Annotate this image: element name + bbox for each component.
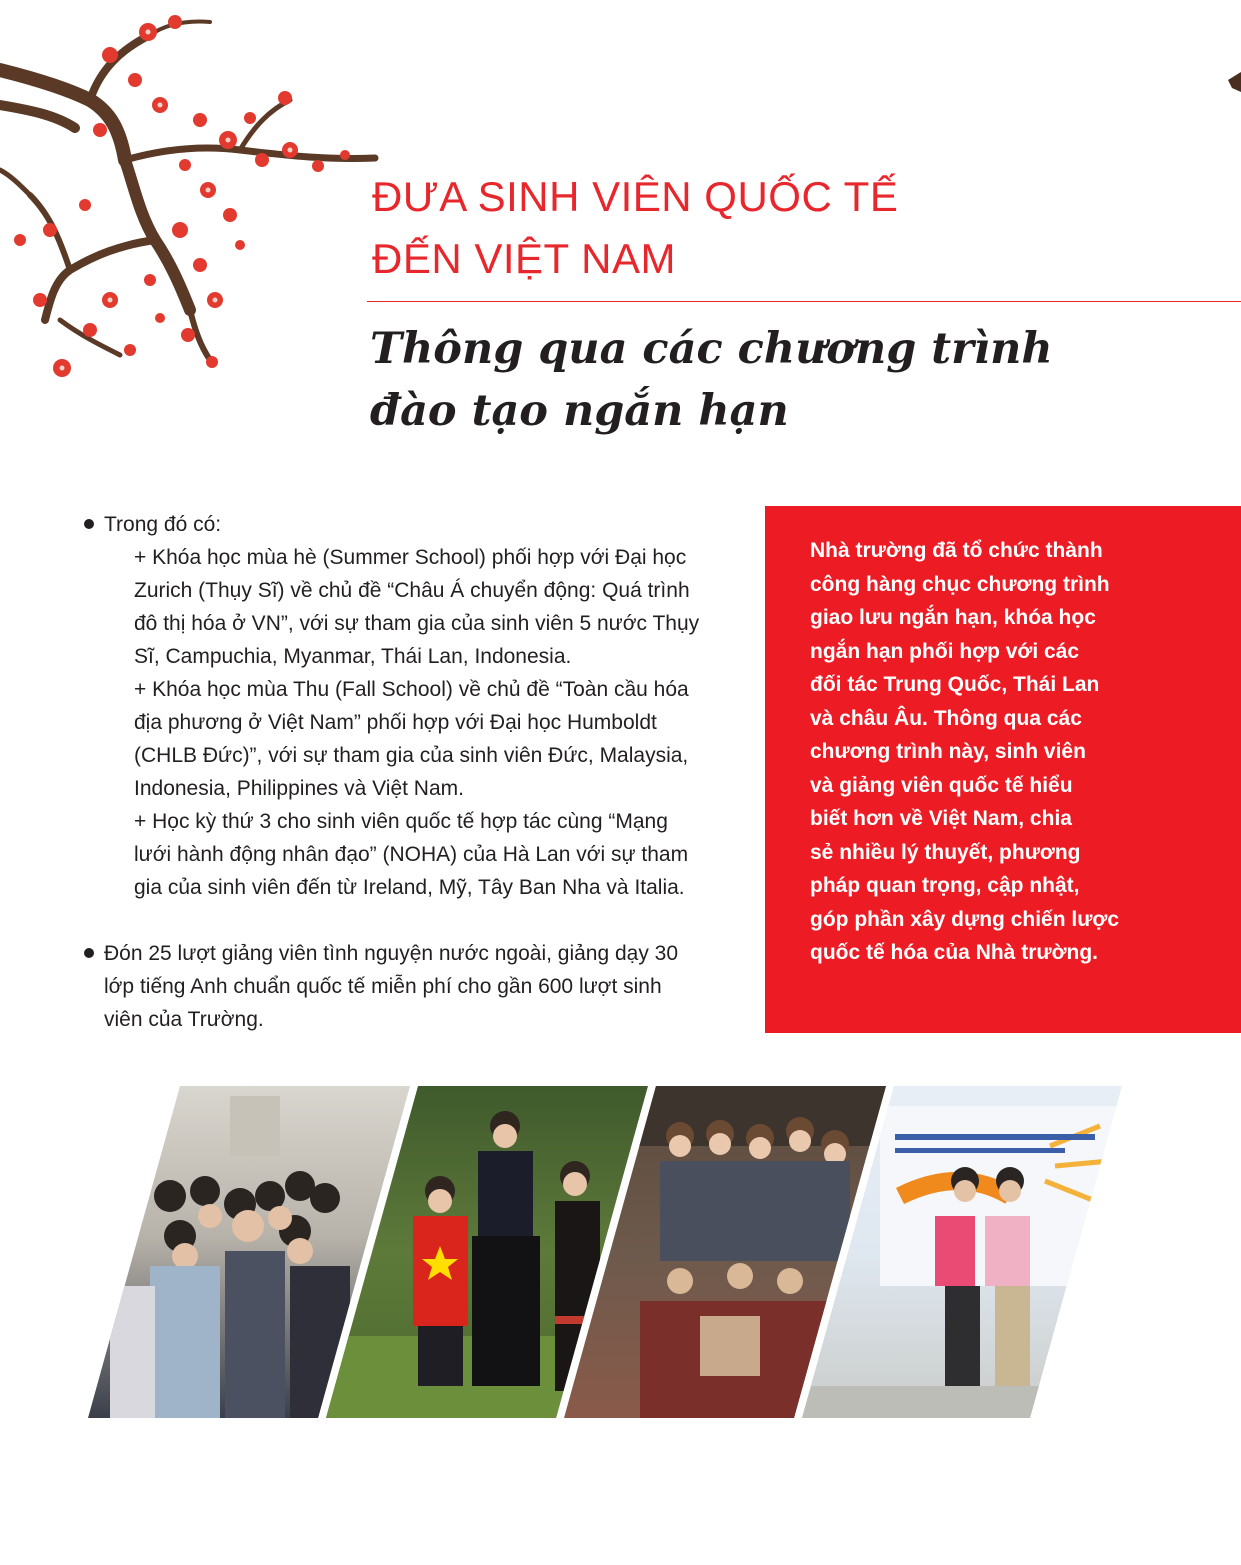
callout-line: góp phần xây dựng chiến lược xyxy=(810,907,1120,931)
text-line: + Khóa học mùa Thu (Fall School) về chủ đề “Toàn cầu hóa xyxy=(134,678,689,701)
text-line: Đón 25 lượt giảng viên tình nguyện nước ngoài, giảng dạy 30 xyxy=(104,942,679,965)
callout-text xyxy=(810,534,1221,970)
page-subtitle xyxy=(370,318,1230,442)
bullet-item xyxy=(84,937,744,1036)
callout-line: Nhà trường đã tổ chức thành xyxy=(810,539,1103,562)
callout-line: quốc tế hóa của Nhà trường. xyxy=(810,941,1098,964)
page-title xyxy=(372,166,1232,290)
bullet-intro: Trong đó có: xyxy=(104,513,222,536)
bullet-item xyxy=(84,508,744,541)
title-divider xyxy=(367,301,1241,302)
text-line: Sĩ, Campuchia, Myanmar, Thái Lan, Indonesia. xyxy=(134,645,572,668)
sub-item-summer-school xyxy=(84,541,744,673)
corner-branch-mark xyxy=(1226,72,1241,92)
callout-line: ngắn hạn phối hợp với các xyxy=(810,639,1080,663)
photo-strip xyxy=(0,1086,1241,1418)
text-line: viên của Trường. xyxy=(104,1008,264,1031)
text-line: lưới hành động nhân đạo” (NOHA) của Hà Lan với sự tham xyxy=(134,843,689,866)
text-line: gia của sinh viên đến từ Ireland, Mỹ, Tây Ban Nha và Italia. xyxy=(134,876,685,899)
bullet-dot xyxy=(84,948,94,958)
text-line: đô thị hóa ở VN”, với sự tham gia của sinh viên 5 nước Thụy xyxy=(134,612,700,635)
subtitle-line: Thông qua các chương trình xyxy=(370,324,1053,374)
text-line: + Khóa học mùa hè (Summer School) phối hợp với Đại học xyxy=(134,546,687,569)
callout-line: giao lưu ngắn hạn, khóa học xyxy=(810,606,1096,629)
paragraph-gap xyxy=(84,904,744,937)
callout-line: biết hơn về Việt Nam, chia xyxy=(810,807,1072,830)
plum-blossom-branch xyxy=(0,0,420,400)
text-line: Zurich (Thụy Sĩ) về chủ đề “Châu Á chuyển động: Quá trình xyxy=(134,579,690,602)
callout-line: chương trình này, sinh viên xyxy=(810,740,1086,763)
text-line: địa phương ở Việt Nam” phối hợp với Đại học Humboldt xyxy=(134,711,657,734)
bullet-dot xyxy=(84,519,94,529)
title-line: ĐƯA SINH VIÊN QUỐC TẾ xyxy=(372,173,899,220)
highlight-callout-box xyxy=(765,506,1241,1033)
callout-line: và châu Âu. Thông qua các xyxy=(810,706,1082,730)
sub-item-fall-school xyxy=(84,673,744,805)
text-line: Indonesia, Philippines và Việt Nam. xyxy=(134,777,464,800)
body-text xyxy=(84,508,744,1036)
callout-line: sẻ nhiều lý thuyết, phương xyxy=(810,840,1081,864)
text-line: lớp tiếng Anh chuẩn quốc tế miễn phí cho gần 600 lượt sinh xyxy=(104,975,662,998)
text-line: + Học kỳ thứ 3 cho sinh viên quốc tế hợp tác cùng “Mạng xyxy=(134,810,668,833)
callout-line: đối tác Trung Quốc, Thái Lan xyxy=(810,673,1100,696)
callout-line: và giảng viên quốc tế hiểu xyxy=(810,773,1073,797)
title-line: ĐẾN VIỆT NAM xyxy=(372,235,676,282)
text-line: (CHLB Đức)”, với sự tham gia của sinh viên Đức, Malaysia, xyxy=(134,744,689,767)
subtitle-line: đào tạo ngắn hạn xyxy=(370,386,789,436)
sub-item-third-semester xyxy=(84,805,744,904)
callout-line: công hàng chục chương trình xyxy=(810,572,1110,596)
callout-line: pháp quan trọng, cập nhật, xyxy=(810,874,1080,897)
